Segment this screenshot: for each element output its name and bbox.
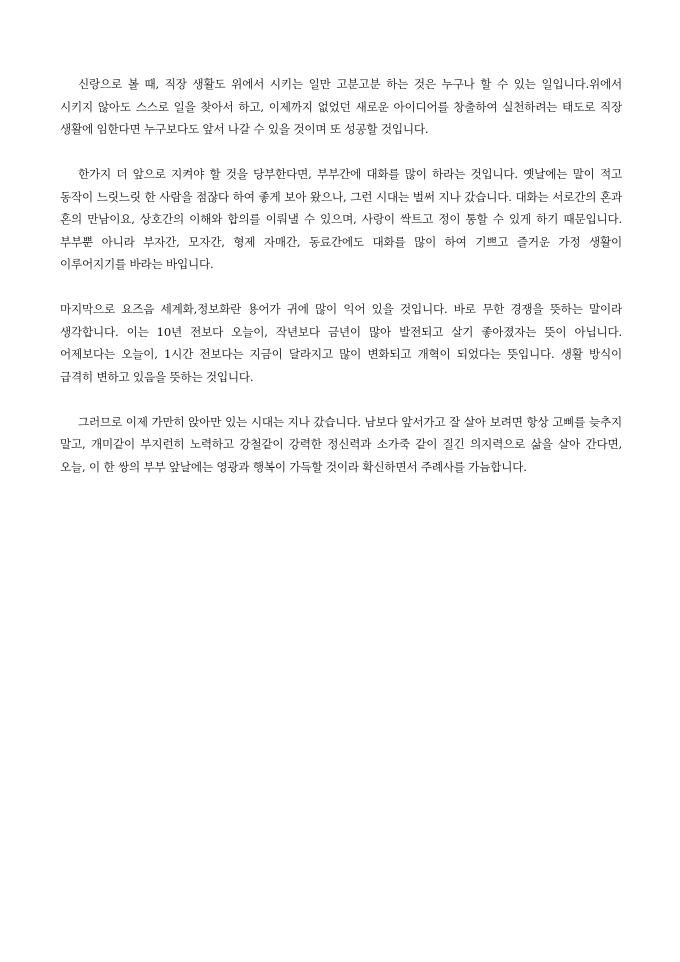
paragraph-3: 마지막으로 요즈음 세계화,정보화란 용어가 귀에 많이 익어 있을 것입니다. 바로 무한 경쟁을 뜻하는 말이라 생각합니다. 이는 10년 전보다 오늘이, 작년보다 금년이 많아 발전되고 살기 좋아졌자는 뜻이 아닙니다. 어제보다는 오늘이, 1시간 전보다는 지금이 달라지고 많이 변화되고 개혁이 되었다는 뜻입니다. 생활 방식이 급격히 변하고 있음을 뜻하는 것입니다. — [60, 302, 622, 384]
paragraph-1: 신랑으로 볼 때, 직장 생활도 위에서 시키는 일만 고분고분 하는 것은 누구나 할 수 있는 일입니다.위에서 시키지 않아도 스스로 일을 찾아서 하고, 이제까지 없었던 새로운 아이디어를 창출하여 실천하려는 태도로 직장 생활에 임한다면 누구보다도 앞서 나갈 수 있을 것이며 또 성공할 것입니다. — [60, 77, 622, 136]
document-body — [60, 73, 622, 501]
paragraph-2: 한가지 더 앞으로 지켜야 할 것을 당부한다면, 부부간에 대화를 많이 하라는 것입니다. 옛날에는 말이 적고 동작이 느릿느릿 한 사람을 점잖다 하여 좋게 보아 왔으나, 그런 시대는 벌써 지나 갔습니다. 대화는 서로간의 혼과 혼의 만남이요, 상호간의 이해와 합의를 이뤄낼 수 있으며, 사랑이 싹트고 정이 통할 수 있게 하기 때문입니다. 부부뿐 아니라 부자간, 모자간, 형제 자매간, 동료간에도 대화를 많이 하여 기쁘고 즐거운 가정 생활이 이루어지기를 바라는 바입니다. — [60, 167, 622, 271]
paragraph-4: 그러므로 이제 가만히 앉아만 있는 시대는 지나 갔습니다. 남보다 앞서가고 잘 살아 보려면 항상 고삐를 늦추지 말고, 개미같이 부지런히 노력하고 강철같이 강력한 정신력과 소가죽 같이 질긴 의지력으로 삶을 살아 간다면, 오늘, 이 한 쌍의 부부 앞날에는 영광과 행복이 가득할 것이라 확신하면서 주례사를 가늠합니다. — [60, 414, 622, 474]
